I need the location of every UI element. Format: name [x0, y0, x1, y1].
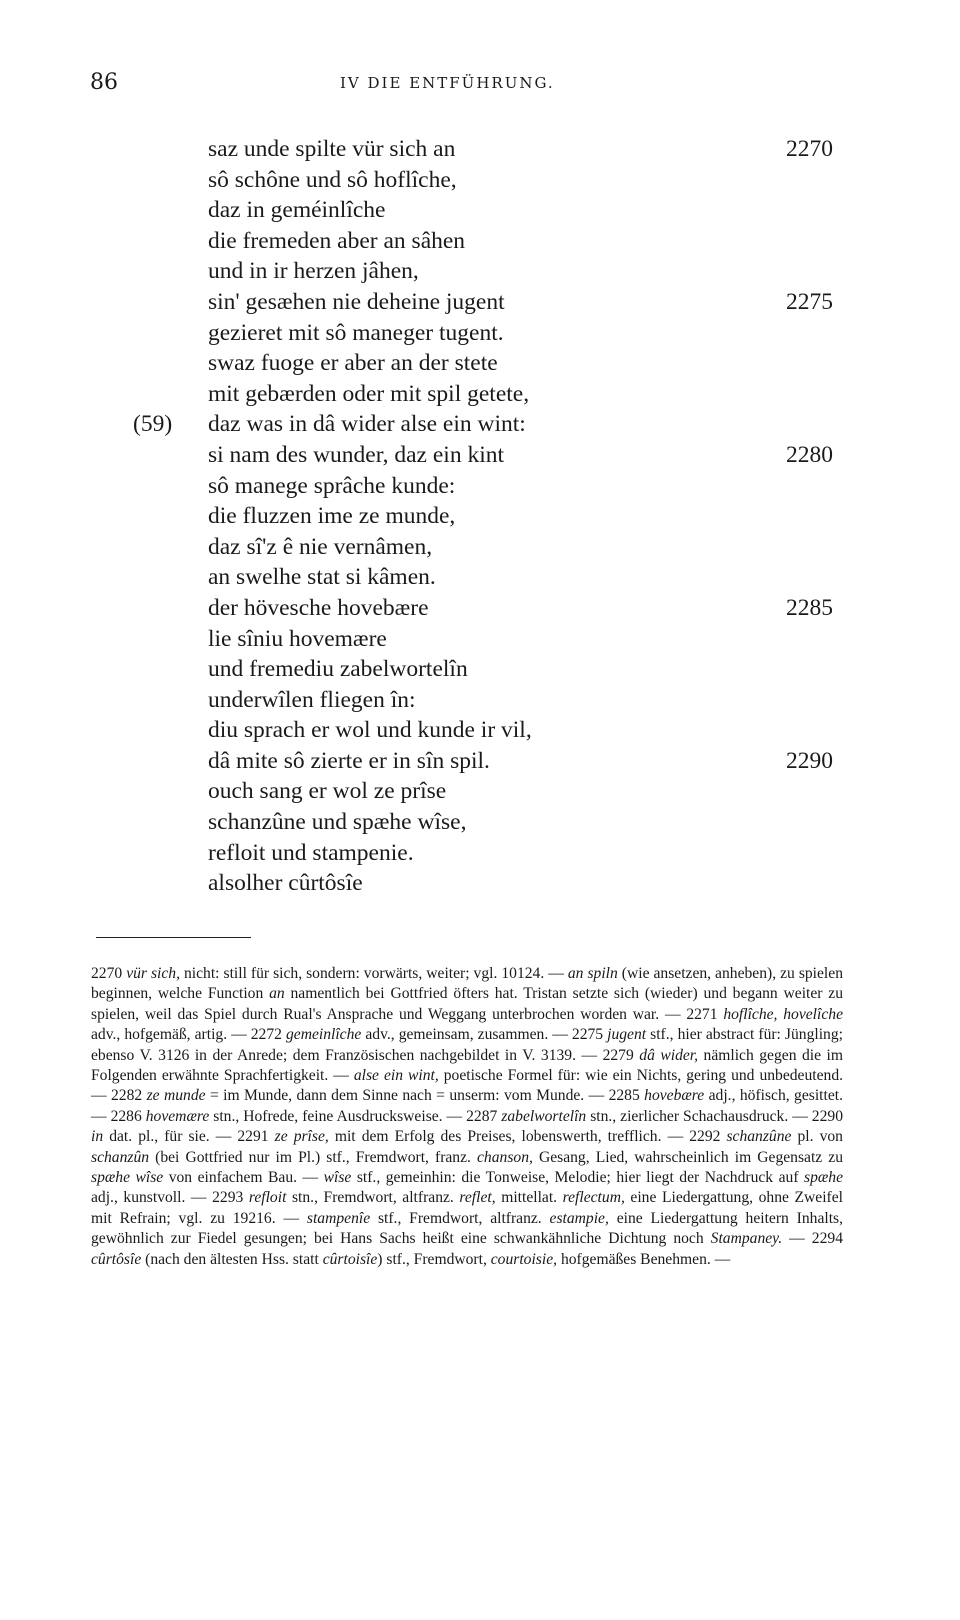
- verse-text: diu sprach er wol und kunde ir vil,: [208, 717, 532, 744]
- verse-text: daz sî'z ê nie vernâmen,: [208, 533, 433, 560]
- footnote-text: adv., gemeinsam, zusammen. — 2275: [361, 1026, 608, 1044]
- footnote-lemma: reflectum,: [562, 1189, 625, 1207]
- verse-line: [0, 868, 960, 899]
- footnote-lemma: cûrtôsîe: [91, 1250, 142, 1268]
- footnote-lemma: an spiln: [567, 965, 618, 982]
- verse-number: 2275: [786, 288, 833, 315]
- footnote-lemma: hovemære: [145, 1107, 210, 1125]
- verse-text: ouch sang er wol ze prîse: [208, 778, 447, 805]
- verse-line: [0, 471, 960, 502]
- verse-text: saz unde spilte vür sich an: [208, 136, 456, 162]
- footnote-text: dat. pl., für sie. — 2291: [103, 1128, 275, 1146]
- footnote-lemma: jugent: [607, 1026, 647, 1044]
- footnote-lemma: chanson,: [477, 1148, 533, 1166]
- verse-text: daz was in dâ wider alse ein wint:: [208, 411, 526, 438]
- verse-text: dâ mite sô zierte er in sîn spil.: [208, 747, 490, 774]
- footnote-text: ) stf., Fremdwort,: [377, 1250, 491, 1268]
- footnote-text: 2270: [91, 965, 127, 982]
- verse-line: [0, 379, 960, 410]
- footnote-lemma: ze munde: [146, 1087, 206, 1105]
- verse-text: sô manege sprâche kunde:: [208, 472, 456, 499]
- footnote-lemma: dâ wider,: [639, 1046, 699, 1064]
- verse-text: gezieret mit sô maneger tugent.: [208, 319, 504, 346]
- verse-line: [0, 256, 960, 287]
- verse-text: sô schône und sô hoflîche,: [208, 166, 457, 193]
- footnote-separator: [96, 937, 251, 938]
- verse-line: [0, 715, 960, 746]
- verse-line: [0, 409, 960, 440]
- footnote-text: nicht: still für sich, sondern: vorwärts, weiter; vgl. 10124. —: [180, 965, 568, 982]
- manuscript-page-marker: (59): [133, 411, 173, 438]
- verse-text: die fremeden aber an sâhen: [208, 227, 466, 254]
- footnote-text: mittellat.: [495, 1189, 563, 1207]
- verse-text: lie sîniu hovemære: [208, 625, 387, 652]
- verse-number: 2285: [786, 594, 833, 621]
- footnote-lemma: Stampaney.: [710, 1230, 783, 1248]
- footnote-text: namentlich bei Gottfried öfters hat. Tristan setzte sich (wieder) und begann weiter zu spielen, weil das Spiel durch Rual's Ansprache und Weggang unterbrochen worden war. — 2271: [91, 985, 843, 1023]
- footnote-text: (bei Gottfried nur im Pl.) stf., Fremdwort, franz.: [149, 1148, 478, 1166]
- verse-text: alsolher cûrtôsîe: [208, 870, 363, 897]
- footnote-lemma: schanzûn: [91, 1148, 150, 1166]
- footnote-lemma: hoflîche, hovelîche: [723, 1005, 843, 1023]
- verse-line: [0, 654, 960, 685]
- verse-line: [0, 226, 960, 257]
- verse-number: 2270: [786, 136, 833, 162]
- verse-line: [0, 287, 960, 318]
- verse-block: [0, 134, 960, 899]
- footnote-lemma: estampie,: [549, 1209, 609, 1227]
- footnote-lemma: gemeinlîche: [285, 1026, 362, 1044]
- footnote-lemma: alse ein wint,: [353, 1067, 439, 1085]
- footnotes: [91, 964, 843, 1270]
- footnote-text: stn., zierlicher Schachausdruck. — 2290: [586, 1107, 843, 1125]
- footnote-text: stf., Fremdwort, altfranz.: [370, 1209, 550, 1227]
- verse-line: [0, 165, 960, 196]
- verse-line: [0, 776, 960, 807]
- verse-text: swaz fuoge er aber an der stete: [208, 350, 498, 377]
- footnote-lemma: ze prîse,: [274, 1128, 329, 1146]
- footnote-lemma: courtoisie,: [490, 1250, 558, 1268]
- footnote-lemma: reflet,: [459, 1189, 496, 1207]
- running-head: [90, 70, 860, 100]
- footnote-text: (nach den ältesten Hss. statt: [141, 1250, 323, 1268]
- verse-text: der hövesche hovebære: [208, 594, 429, 621]
- footnote-paragraph: [91, 964, 843, 1270]
- verse-text: si nam des wunder, daz ein kint: [208, 441, 504, 468]
- verse-number: 2290: [786, 747, 833, 774]
- verse-line: [0, 593, 960, 624]
- footnote-lemma: in: [91, 1128, 104, 1146]
- footnote-text: — 2294: [782, 1230, 843, 1248]
- footnote-lemma: cûrtoisîe: [322, 1250, 378, 1268]
- footnote-text: eine Liedergattung, ohne Zweifel mit Refrain; vgl. zu 19216. —: [91, 1189, 843, 1227]
- footnote-text: stn., Fremdwort, altfranz.: [286, 1189, 460, 1207]
- footnote-text: poetische Formel für: wie ein Nichts, gering und unbedeutend. — 2282: [91, 1067, 844, 1105]
- footnote-text: adv., hofgemäß, artig. — 2272: [91, 1026, 286, 1044]
- footnote-text: Gesang, Lied, wahrscheinlich im Gegensatz zu: [532, 1148, 844, 1166]
- footnote-lemma: hovebære: [644, 1087, 705, 1105]
- verse-line: [0, 624, 960, 655]
- verse-text: und fremediu zabelwortelîn: [208, 656, 468, 683]
- verse-line: [0, 532, 960, 563]
- verse-line: [0, 807, 960, 838]
- verse-line: [0, 318, 960, 349]
- footnote-text: stn., Hofrede, feine Ausdrucksweise. — 2287: [209, 1107, 502, 1125]
- footnote-lemma: an: [269, 985, 285, 1003]
- footnote-lemma: spæhe: [804, 1169, 843, 1187]
- verse-text: und in ir herzen jâhen,: [208, 258, 419, 285]
- footnote-text: von einfachem Bau. —: [163, 1169, 324, 1187]
- footnote-lemma: zabelwortelîn: [501, 1107, 587, 1125]
- verse-text: refloit und stampenie.: [208, 839, 414, 866]
- verse-text: mit gebærden oder mit spil getete,: [208, 380, 530, 407]
- verse-line: [0, 838, 960, 869]
- verse-line: [0, 440, 960, 471]
- verse-line: [0, 562, 960, 593]
- verse-line: [0, 348, 960, 379]
- footnote-text: eine Liedergattung heitern Inhalts, gewöhnlich zur Fiedel gesungen; bei Hans Sachs heißt eine schwankähnliche Dichtung noch: [91, 1209, 843, 1248]
- verse-text: die fluzzen ime ze munde,: [208, 503, 456, 530]
- footnote-lemma: stampenîe: [306, 1209, 371, 1227]
- footnote-text: nämlich gegen die im Folgenden erwähnte Sprachfertigkeit. —: [91, 1046, 843, 1085]
- verse-line: [0, 501, 960, 532]
- footnote-text: adj., kunstvoll. — 2293: [91, 1189, 249, 1207]
- verse-line: [0, 685, 960, 716]
- footnote-text: pl. von: [791, 1128, 843, 1146]
- verse-text: daz in geméinlîche: [208, 197, 386, 224]
- footnote-text: = im Munde, dann dem Sinne nach = unserm: vom Munde. — 2285: [205, 1087, 645, 1105]
- verse-line: [0, 746, 960, 777]
- footnote-text: mit dem Erfolg des Preises, lobenswerth, trefflich. — 2292: [328, 1128, 727, 1146]
- footnote-lemma: vür sich,: [126, 965, 180, 982]
- chapter-title: IV DIE ENTFÜHRUNG.: [340, 74, 555, 92]
- verse-text: sin' gesæhen nie deheine jugent: [208, 288, 505, 315]
- verse-line: [0, 134, 960, 165]
- footnote-lemma: schanzûne: [726, 1128, 792, 1146]
- verse-text: schanzûne und spæhe wîse,: [208, 809, 467, 836]
- verse-text: underwîlen fliegen în:: [208, 686, 416, 713]
- verse-number: 2280: [786, 441, 833, 468]
- verse-line: [0, 195, 960, 226]
- footnote-text: hofgemäßes Benehmen. —: [557, 1250, 731, 1268]
- page-number: 86: [90, 70, 118, 95]
- footnote-lemma: spæhe wîse: [91, 1169, 164, 1187]
- footnote-text: (wie ansetzen, anheben), zu spielen beginnen, welche Function: [91, 965, 843, 1003]
- footnote-text: adj., höfisch, gesittet. — 2286: [91, 1087, 843, 1125]
- footnote-text: stf., hier abstract für: Jüngling; ebenso V. 3126 in der Anrede; dem Französischen nachgebildet in V. 3139. — 2279: [91, 1026, 843, 1064]
- footnote-lemma: wîse: [323, 1169, 352, 1187]
- footnote-text: stf., gemeinhin: die Tonweise, Melodie; hier liegt der Nachdruck auf: [351, 1169, 805, 1187]
- footnote-lemma: refloit: [248, 1189, 287, 1207]
- verse-text: an swelhe stat si kâmen.: [208, 564, 436, 591]
